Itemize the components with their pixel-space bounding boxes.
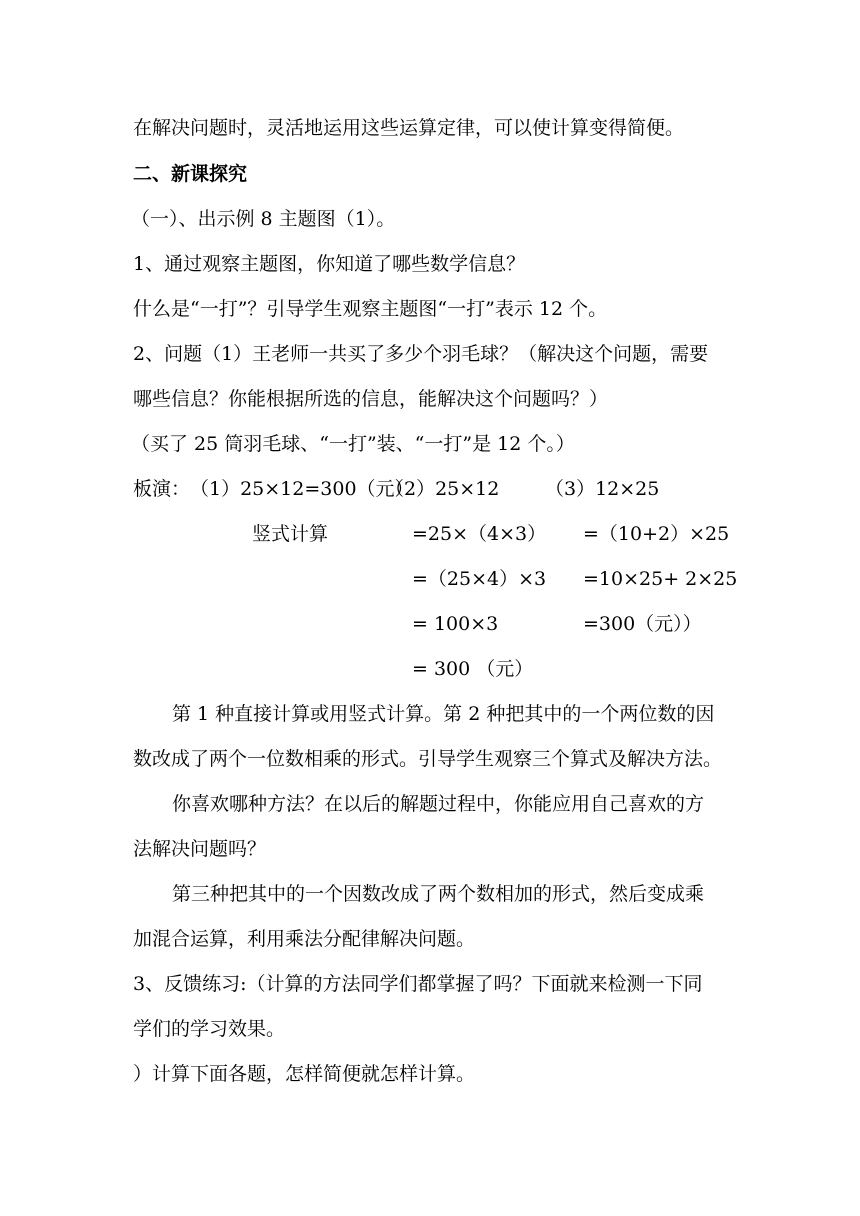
- paragraph-line: 第三种把其中的一个因数改成了两个数相加的形式，然后变成乘: [172, 883, 705, 905]
- vertical-calc-label: 竖式计算: [252, 523, 329, 545]
- method-1: （1）25×12=300（元）: [190, 478, 414, 500]
- text-line: （一）、出示例 8 主题图（1）。: [131, 208, 396, 230]
- paragraph-line: 第 1 种直接计算或用竖式计算。第 2 种把其中的一个两位数的因: [172, 703, 715, 725]
- paragraph-line: 数改成了两个一位数相乘的形式。引导学生观察三个算式及解决方法。: [133, 748, 723, 770]
- method-3-step: =10×25+ 2×25: [583, 568, 738, 590]
- method-2-step: =25×（4×3）: [412, 523, 547, 545]
- paragraph-line: 加混合运算，利用乘法分配律解决问题。: [133, 928, 476, 950]
- board-label: 板演：: [133, 478, 191, 500]
- method-2-step: =（25×4）×3: [412, 568, 547, 590]
- paragraph-line: 法解决问题吗？: [133, 838, 267, 860]
- method-2: （2）25×12: [385, 478, 500, 500]
- text-line: 2、问题（1）王老师一共买了多少个羽毛球？（解决这个问题，需要: [133, 343, 709, 365]
- text-line: 1、通过观察主题图，你知道了哪些数学信息？: [133, 253, 526, 275]
- text-line: 在解决问题时，灵活地运用这些运算定律，可以使计算变得简便。: [133, 117, 685, 139]
- section-heading: 二、新课探究: [133, 163, 248, 185]
- paragraph-line: ）计算下面各题，怎样简便就怎样计算。: [133, 1063, 476, 1085]
- paragraph-line: 你喜欢哪种方法？在以后的解题过程中，你能应用自己喜欢的方: [172, 793, 705, 815]
- text-line: 哪些信息？你能根据所选的信息，能解决这个问题吗？）: [133, 388, 609, 410]
- method-2-step: = 300 （元）: [412, 658, 534, 680]
- text-line: （买了 25 筒羽毛球、“一打”装、“一打”是 12 个。）: [131, 433, 575, 455]
- method-2-step: = 100×3: [412, 613, 499, 635]
- paragraph-line: 3、反馈练习:（计算的方法同学们都掌握了吗？下面就来检测一下同: [133, 973, 703, 995]
- method-3-step: =300（元））: [583, 613, 702, 635]
- text-line: 什么是“一打”？引导学生观察主题图“一打”表示 12 个。: [133, 298, 608, 320]
- method-3-step: =（10+2）×25: [583, 523, 730, 545]
- paragraph-line: 学们的学习效果。: [133, 1018, 286, 1040]
- method-3: （3）12×25: [545, 478, 660, 500]
